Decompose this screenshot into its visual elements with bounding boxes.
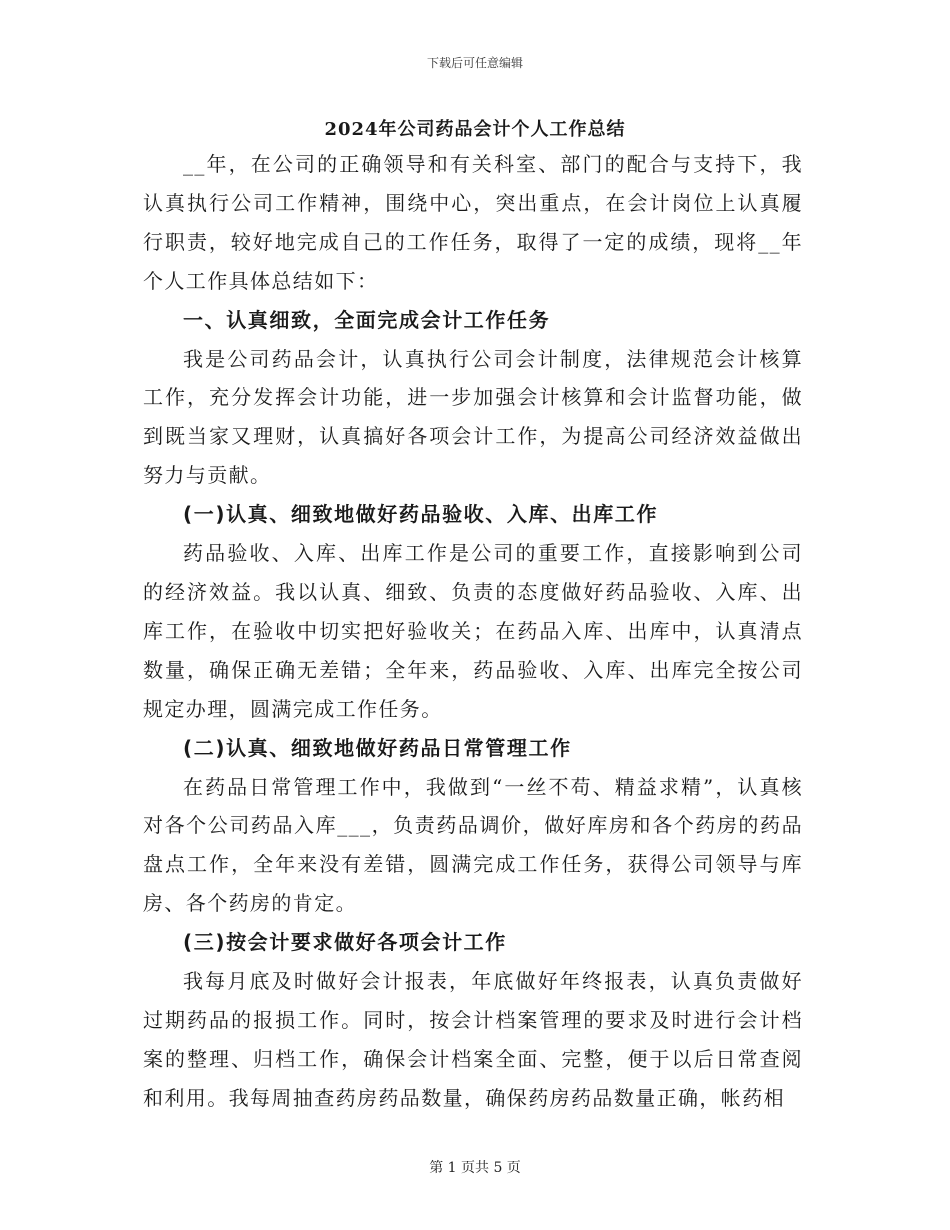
document-body [143,145,803,1118]
body-paragraph: 在药品日常管理工作中，我做到“一丝不苟、精益求精”，认真核对各个公司药品入库___，负责药品调价，做好库房和各个药房的药品盘点工作，全年来没有差错，圆满完成工作任务，获得公司领导与库房、各个药房的肯定。 [143,774,803,916]
intro-paragraph: __年，在公司的正确领导和有关科室、部门的配合与支持下，我认真执行公司工作精神，围绕中心，突出重点，在会计岗位上认真履行职责，较好地完成自己的工作任务，取得了一定的成绩，现将__年个人工作具体总结如下： [143,152,803,293]
subsection-heading-3: (三)按会计要求做好各项会计工作 [183,930,507,955]
subsection-heading-1: (一)认真、细致地做好药品验收、入库、出库工作 [183,502,659,527]
page-number-footer: 第 1 页共 5 页 [429,1160,521,1176]
body-paragraph: 我是公司药品会计，认真执行公司会计制度，法律规范会计核算工作，充分发挥会计功能，进一步加强会计核算和会计监督功能，做到既当家又理财，认真搞好各项会计工作，为提高公司经济效益做出努力与贡献。 [143,346,803,488]
body-paragraph: 药品验收、入库、出库工作是公司的重要工作，直接影响到公司的经济效益。我以认真、细致、负责的态度做好药品验收、入库、出库工作，在验收中切实把好验收关；在药品入库、出库中，认真清点数量，确保正确无差错；全年来，药品验收、入库、出库完全按公司规定办理，圆满完成工作任务。 [143,541,803,721]
page-header-note: 下载后可任意编辑 [426,56,523,70]
section-heading-1: 一、认真细致，全面完成会计工作任务 [183,307,551,332]
body-paragraph: 我每月底及时做好会计报表，年底做好年终报表，认真负责做好过期药品的报损工作。同时，按会计档案管理的要求及时进行会计档案的整理、归档工作，确保会计档案全面、完整，便于以后日常查阅和利用。我每周抽查药房药品数量，确保药房药品数量正确，帐药相 [143,969,803,1110]
subsection-heading-2: (二)认真、细致地做好药品日常管理工作 [183,735,572,760]
document-title: 2024年公司药品会计个人工作总结 [324,119,626,140]
